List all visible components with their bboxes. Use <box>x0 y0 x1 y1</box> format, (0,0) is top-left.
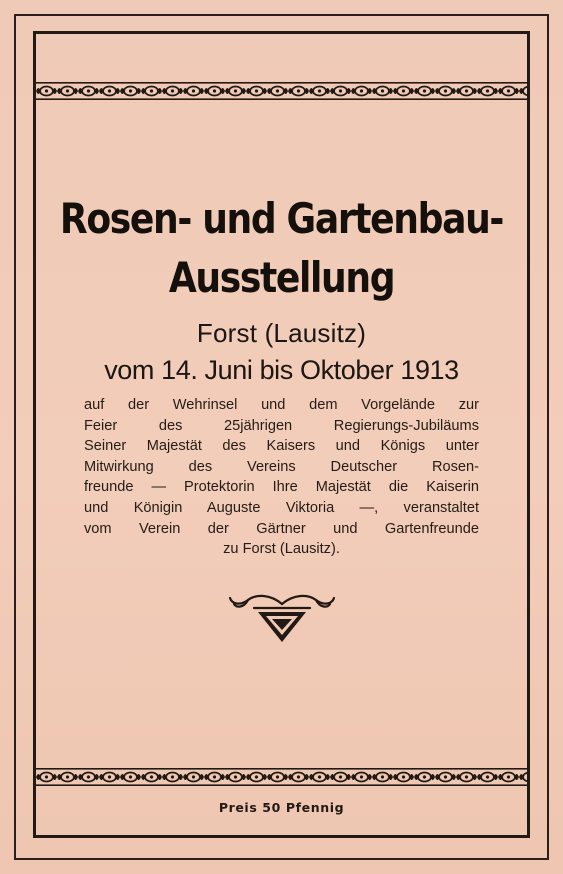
top-ornament-band-icon <box>36 82 527 100</box>
body-paragraph <box>84 395 479 560</box>
bottom-ornament-band-icon <box>36 768 527 786</box>
price-label: Preis 50 Pfennig <box>218 800 345 815</box>
body-line: und Königin Auguste Viktoria —, veranstaltet <box>84 499 479 516</box>
body-line: freunde — Protektorin Ihre Majestät die Kaiserin <box>84 479 479 496</box>
dates-heading: vom 14. Juni bis Oktober 1913 <box>104 355 459 385</box>
title-line-1: Rosen- und Gartenbau- <box>59 194 504 243</box>
place-heading: Forst (Lausitz) <box>196 318 367 348</box>
ornamental-vignette-icon <box>226 592 338 646</box>
body-line-last: zu Forst (Lausitz). <box>223 541 340 558</box>
body-line: Feier des 25jährigen Regierungs-Jubiläums <box>84 417 479 434</box>
body-line: Mitwirkung des Vereins Deutscher Rosen- <box>84 458 479 475</box>
body-line: vom Verein der Gärtner und Gartenfreunde <box>84 520 479 537</box>
title-line-2: Ausstellung <box>168 253 395 302</box>
body-line: Seiner Majestät des Kaisers und Königs unter <box>84 438 479 455</box>
body-line: auf der Wehrinsel und dem Vorgelände zur <box>84 397 479 413</box>
